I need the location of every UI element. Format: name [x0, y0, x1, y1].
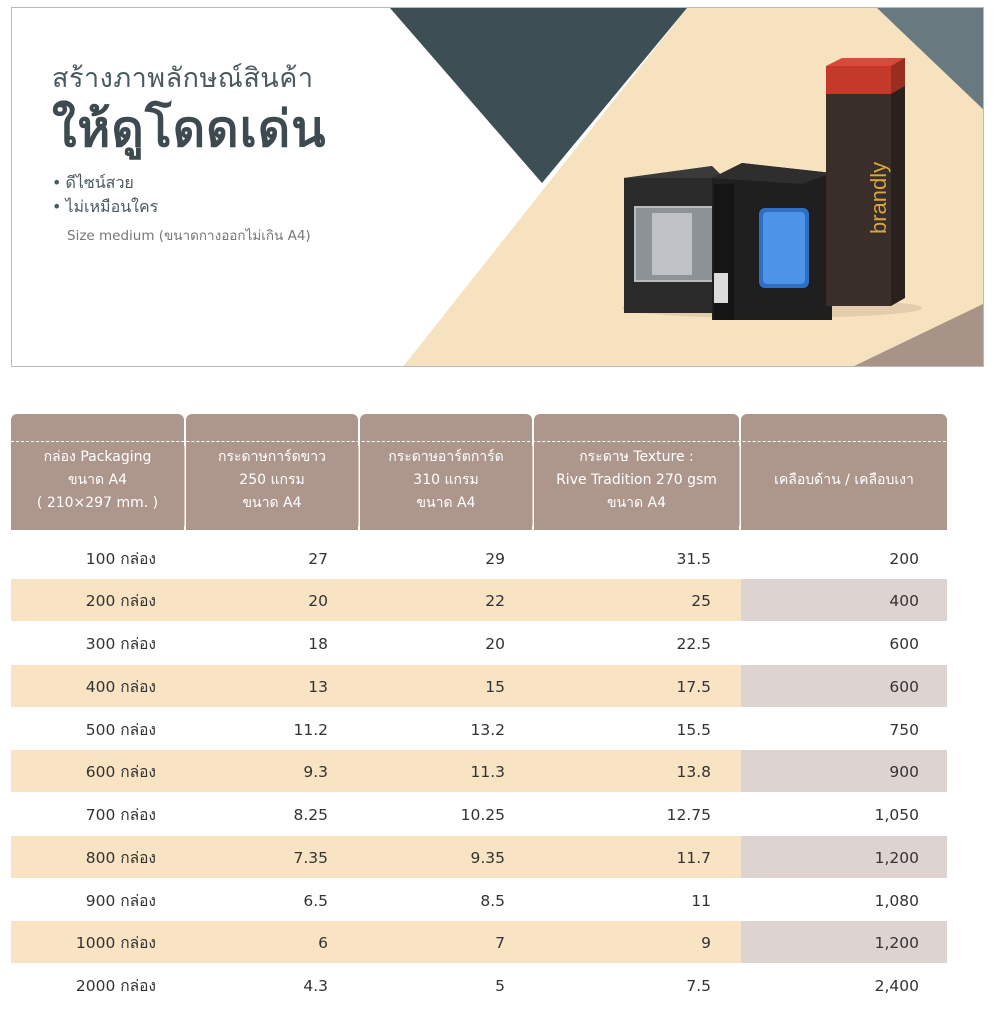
header-text: 310 แกรม — [413, 472, 479, 488]
texture-price: 13.8 — [676, 763, 711, 781]
feature-label: ไม่เหมือนใคร — [65, 197, 159, 216]
white-card-price: 4.3 — [303, 977, 328, 995]
feature-item — [52, 195, 158, 219]
coating-price: 1,200 — [741, 921, 947, 963]
texture-price: 22.5 — [676, 635, 711, 653]
texture-price: 17.5 — [676, 678, 711, 696]
white-card-price: 27 — [308, 550, 328, 568]
header-text: กระดาษอาร์ตการ์ด — [388, 449, 504, 465]
header-text: เคลือบด้าน / เคลือบเงา — [774, 472, 914, 488]
quantity-cell: 300 กล่อง — [85, 635, 156, 653]
feature-label: ดีไซน์สวย — [65, 173, 134, 192]
texture-price: 11.7 — [676, 849, 711, 867]
table-row — [11, 665, 947, 707]
white-card-price: 8.25 — [293, 806, 328, 824]
art-card-price: 29 — [485, 550, 505, 568]
headline-line2: ให้ดูโดดเด่น — [52, 100, 327, 158]
white-card-price: 6.5 — [303, 892, 328, 910]
header-art-card — [360, 414, 532, 530]
texture-price: 11 — [691, 892, 711, 910]
header-text: ( 210×297 mm. ) — [36, 495, 159, 511]
quantity-cell: 500 กล่อง — [85, 721, 156, 739]
table-row — [11, 750, 947, 792]
header-white-card — [186, 414, 358, 530]
texture-price: 7.5 — [686, 977, 711, 995]
column-separator — [358, 446, 359, 526]
header-text: 250 แกรม — [239, 472, 305, 488]
texture-price: 9 — [701, 934, 711, 952]
coating-price: 2,400 — [874, 977, 919, 995]
art-card-price: 20 — [485, 635, 505, 653]
header-text: ขนาด A4 — [242, 495, 302, 511]
art-card-price: 7 — [495, 934, 505, 952]
header-text: Rive Tradition 270 gsm — [556, 472, 717, 488]
art-card-price: 5 — [495, 977, 505, 995]
quantity-cell: 400 กล่อง — [85, 678, 156, 696]
white-card-price: 6 — [318, 934, 328, 952]
white-card-price: 11.2 — [293, 721, 328, 739]
texture-price: 15.5 — [676, 721, 711, 739]
bullet-icon: • — [52, 173, 62, 192]
quantity-cell: 600 กล่อง — [85, 763, 156, 781]
art-card-price: 15 — [485, 678, 505, 696]
white-card-price: 20 — [308, 592, 328, 610]
coating-price: 900 — [741, 750, 947, 792]
art-card-price: 9.35 — [470, 849, 505, 867]
size-note: Size medium (ขนาดกางออกไม่เกิน A4) — [67, 228, 311, 244]
coating-price: 1,050 — [874, 806, 919, 824]
coating-price: 750 — [889, 721, 919, 739]
table-row — [11, 579, 947, 621]
white-card-price: 18 — [308, 635, 328, 653]
table-row — [11, 964, 947, 1006]
texture-price: 31.5 — [676, 550, 711, 568]
header-texture — [534, 414, 739, 530]
table-row — [11, 793, 947, 835]
table-row — [11, 537, 947, 579]
quantity-cell: 900 กล่อง — [85, 892, 156, 910]
promo-banner — [11, 7, 984, 367]
header-text: ขนาด A4 — [67, 472, 128, 488]
art-card-price: 11.3 — [470, 763, 505, 781]
coating-price: 200 — [889, 550, 919, 568]
brand-logo: brandly — [866, 161, 891, 234]
table-row — [11, 622, 947, 664]
header-text: กระดาษ Texture : — [579, 449, 694, 465]
coating-price: 600 — [741, 665, 947, 707]
texture-price: 12.75 — [666, 806, 711, 824]
quantity-cell: 200 กล่อง — [85, 592, 156, 610]
texture-price: 25 — [691, 592, 711, 610]
art-card-price: 22 — [485, 592, 505, 610]
header-text: กระดาษการ์ดขาว — [218, 449, 326, 465]
art-card-price: 13.2 — [470, 721, 505, 739]
feature-list — [52, 171, 158, 219]
header-text: ขนาด A4 — [606, 495, 667, 511]
table-row — [11, 708, 947, 750]
white-card-price: 9.3 — [303, 763, 328, 781]
coating-price: 400 — [741, 579, 947, 621]
quantity-cell: 2000 กล่อง — [75, 977, 156, 995]
art-card-price: 10.25 — [460, 806, 505, 824]
header-divider — [11, 441, 946, 442]
header-text: กล่อง Packaging — [43, 449, 152, 465]
table-row — [11, 921, 947, 963]
white-card-price: 13 — [308, 678, 328, 696]
header-text: ขนาด A4 — [416, 495, 476, 511]
art-card-price: 8.5 — [480, 892, 505, 910]
quantity-cell: 800 กล่อง — [85, 849, 156, 867]
table-row — [11, 879, 947, 921]
headline-line1: สร้างภาพลักษณ์สินค้า — [52, 63, 314, 94]
coating-price: 600 — [889, 635, 919, 653]
header-packaging — [11, 414, 184, 530]
feature-item — [52, 171, 158, 195]
coating-price: 1,080 — [874, 892, 919, 910]
bullet-icon: • — [52, 197, 62, 216]
header-coating — [741, 414, 947, 530]
coating-price: 1,200 — [741, 836, 947, 878]
table-row — [11, 836, 947, 878]
column-separator — [184, 446, 185, 526]
quantity-cell: 100 กล่อง — [85, 550, 156, 568]
quantity-cell: 1000 กล่อง — [75, 934, 156, 952]
white-card-price: 7.35 — [293, 849, 328, 867]
column-separator — [532, 446, 533, 526]
column-separator — [739, 446, 740, 526]
quantity-cell: 700 กล่อง — [85, 806, 156, 824]
